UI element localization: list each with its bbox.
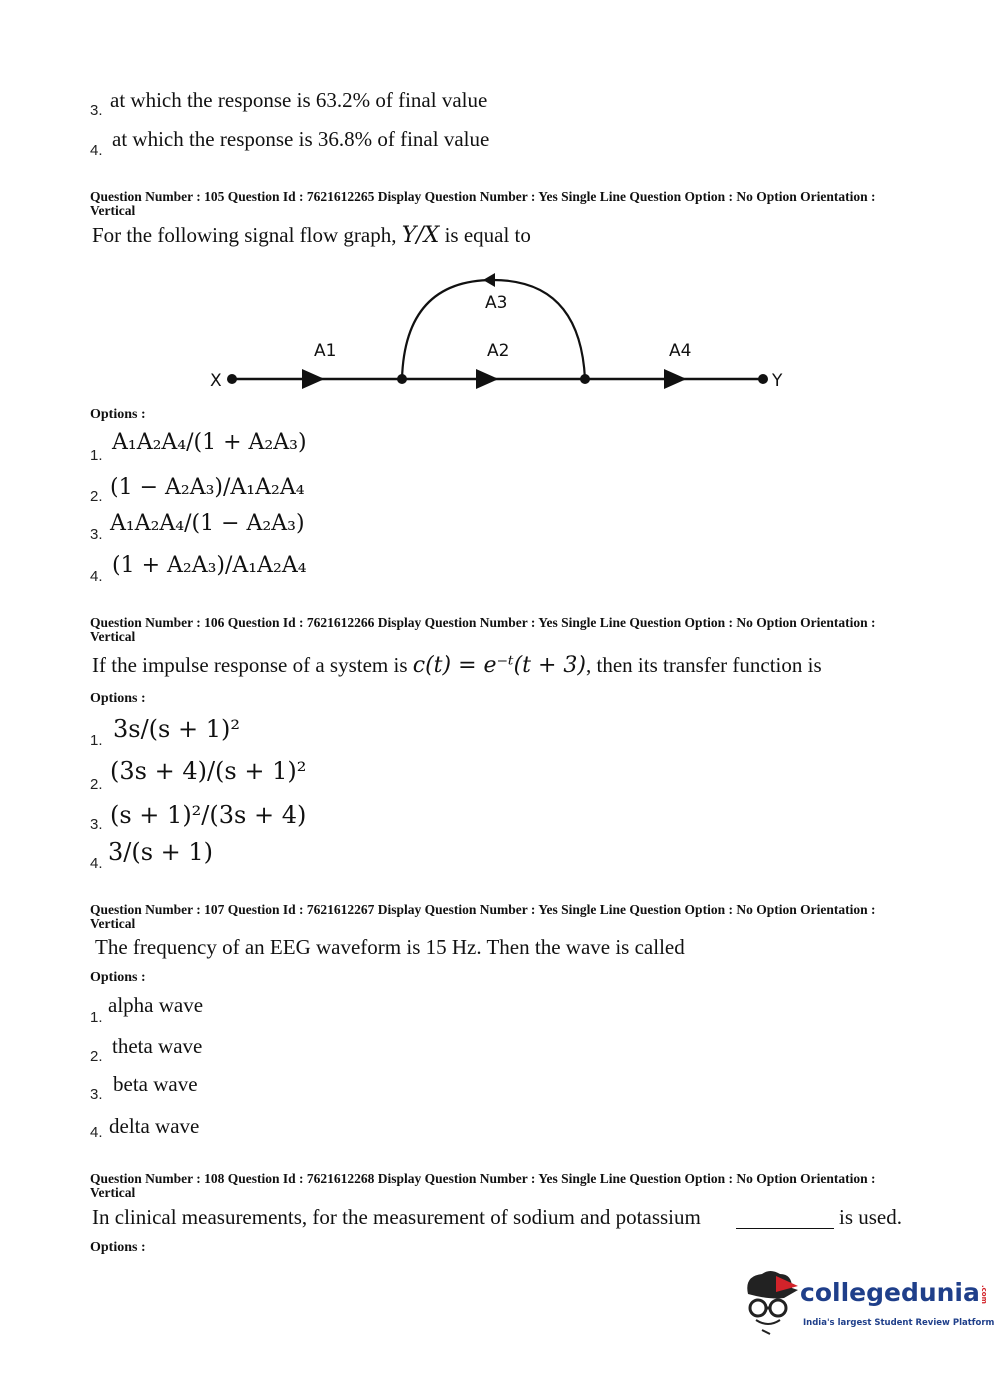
question-meta: Question Number : 105 Question Id : 7621612265 Display Question Number : Yes Single Line Question Option : No Option Orientation : Vertical <box>90 189 876 218</box>
question-text <box>92 1205 701 1230</box>
logo-tagline: India's largest Student Review Platform <box>803 1318 995 1328</box>
options-label: Options : <box>90 970 146 985</box>
label-a4: A4 <box>669 341 692 361</box>
options-label: Options : <box>90 407 146 422</box>
option-text: at which the response is 36.8% of final value <box>112 127 490 151</box>
question-math: Y/X <box>401 223 440 248</box>
option-number: 2. <box>90 1048 103 1065</box>
options-label: Options : <box>90 691 146 706</box>
logo-suffix: .com <box>979 1284 988 1304</box>
option-text: beta wave <box>113 1072 198 1096</box>
option-number: 3. <box>90 526 103 543</box>
question-text-suffix: , then its transfer function is <box>586 653 822 677</box>
label-a3: A3 <box>485 293 508 313</box>
option-text: A₁A₂A₄/(1 − A₂A₃) <box>110 511 305 536</box>
label-a1: A1 <box>314 341 337 361</box>
option-number: 4. <box>90 568 103 585</box>
question-math: c(t) = e⁻ᵗ(t + 3) <box>412 653 587 678</box>
signal-flow-graph <box>0 260 1000 400</box>
option-number: 3. <box>90 816 103 833</box>
option-text: (3s + 4)/(s + 1)² <box>110 757 307 785</box>
question-text-prefix: For the following signal flow graph, <box>92 223 402 247</box>
label-y: Y <box>772 371 783 391</box>
question-text-suffix: is equal to <box>439 223 531 247</box>
question-meta: Question Number : 106 Question Id : 7621612266 Display Question Number : Yes Single Line Question Option : No Option Orientation : Vertical <box>90 615 876 644</box>
option-text: theta wave <box>112 1034 203 1058</box>
options-label: Options : <box>90 1240 146 1255</box>
question-text: The frequency of an EEG waveform is 15 Hz. Then the wave is called <box>95 935 685 959</box>
option-number: 3. <box>90 1086 103 1103</box>
option-number: 1. <box>90 447 103 464</box>
question-text-prefix: In clinical measurements, for the measurement of sodium and potassium <box>92 1205 701 1229</box>
option-text: 3s/(s + 1)² <box>113 715 240 743</box>
option-text: 3/(s + 1) <box>108 838 214 866</box>
question-meta: Question Number : 108 Question Id : 7621612268 Display Question Number : Yes Single Line Question Option : No Option Orientation : Vertical <box>90 1171 876 1200</box>
option-text: A₁A₂A₄/(1 + A₂A₃) <box>112 430 307 455</box>
option-text: (1 − A₂A₃)/A₁A₂A₄ <box>110 475 305 500</box>
label-a2: A2 <box>487 341 510 361</box>
node-1 <box>397 374 407 384</box>
option-number: 4. <box>90 855 103 872</box>
option-number: 1. <box>90 732 103 749</box>
node-x <box>227 374 237 384</box>
feedback-arrow <box>483 273 495 287</box>
option-number: 2. <box>90 488 103 505</box>
question-meta: Question Number : 107 Question Id : 7621612267 Display Question Number : Yes Single Line Question Option : No Option Orientation : Vertical <box>90 902 876 931</box>
collegedunia-logo <box>740 1268 995 1338</box>
option-number: 1. <box>90 1009 103 1026</box>
label-x: X <box>210 371 222 391</box>
question-text <box>92 653 822 678</box>
option-number: 4. <box>90 1124 103 1141</box>
option-text: alpha wave <box>108 993 204 1017</box>
option-text: (1 + A₂A₃)/A₁A₂A₄ <box>112 553 307 578</box>
option-number: 4. <box>90 142 103 159</box>
mascot-icon <box>740 1268 800 1338</box>
logo-wordmark <box>800 1278 988 1307</box>
option-text: (s + 1)²/(3s + 4) <box>110 801 307 829</box>
node-y <box>758 374 768 384</box>
option-text: delta wave <box>109 1114 200 1138</box>
option-number: 2. <box>90 776 103 793</box>
question-text-suffix: is used. <box>839 1205 902 1229</box>
blank-underline <box>736 1228 834 1229</box>
logo-name: collegedunia <box>800 1278 980 1307</box>
option-text: at which the response is 63.2% of final value <box>110 88 488 112</box>
question-text <box>92 223 531 248</box>
node-2 <box>580 374 590 384</box>
question-text-prefix: If the impulse response of a system is <box>92 653 413 677</box>
option-number: 3. <box>90 102 103 119</box>
